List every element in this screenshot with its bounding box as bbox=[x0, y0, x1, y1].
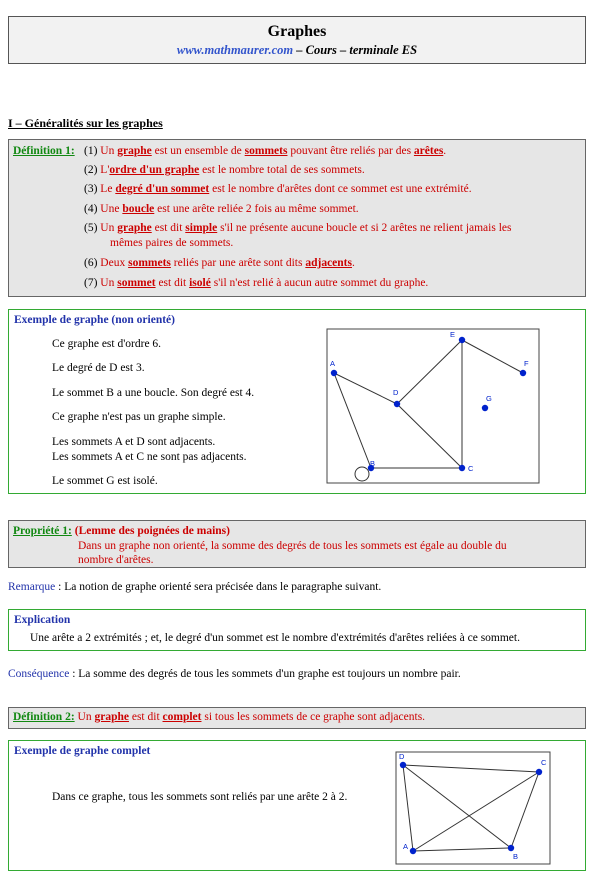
definition-2-text bbox=[13, 711, 425, 723]
definition-1-item-cont: mêmes paires de sommets. bbox=[110, 237, 234, 249]
item-text: Un bbox=[100, 277, 118, 289]
vertex-F bbox=[520, 370, 526, 376]
vertex-D bbox=[394, 401, 400, 407]
vertex-C bbox=[459, 465, 465, 471]
term: degré d'un sommet bbox=[115, 183, 210, 195]
vertex-label: D bbox=[399, 752, 405, 761]
definition-1-item bbox=[84, 183, 472, 195]
graph-2-diagram bbox=[395, 751, 553, 867]
item-number: (2) bbox=[84, 164, 101, 176]
definition-1-item bbox=[84, 277, 428, 289]
item-text: est le nombre total de ses sommets. bbox=[199, 164, 365, 176]
term: simple bbox=[185, 222, 218, 234]
item-text: est une arête reliée 2 fois au même sommet. bbox=[154, 203, 359, 215]
vertex-G bbox=[482, 405, 488, 411]
property-1-header bbox=[13, 525, 230, 537]
remark bbox=[8, 581, 381, 593]
definition-1-item bbox=[84, 257, 355, 269]
vertex-D bbox=[400, 762, 406, 768]
vertex-label: F bbox=[524, 359, 529, 368]
property-1-label: Propriété 1: bbox=[13, 525, 72, 537]
vertex-label: C bbox=[468, 464, 474, 473]
item-text: est dit bbox=[155, 277, 190, 289]
example-1-title: Exemple de graphe (non orienté) bbox=[14, 314, 175, 326]
property-1-box bbox=[8, 520, 586, 568]
page-subtitle bbox=[9, 43, 585, 58]
property-1-text: Dans un graphe non orienté, la somme des degrés de tous les sommets est égale au double du bbox=[78, 540, 507, 552]
subtitle-text: – Cours – terminale ES bbox=[293, 43, 418, 57]
vertex-A bbox=[331, 370, 337, 376]
term: boucle bbox=[122, 203, 155, 215]
term: sommets bbox=[244, 145, 288, 157]
explication-box bbox=[8, 609, 586, 651]
example-1-line: Le sommet B a une boucle. Son degré est 4. bbox=[52, 387, 255, 399]
vertex-label: C bbox=[541, 758, 547, 767]
term: graphe bbox=[117, 145, 152, 157]
definition-1-item bbox=[84, 145, 446, 157]
consequence bbox=[8, 668, 461, 680]
page-title: Graphes bbox=[267, 23, 327, 40]
definition-text: est dit bbox=[128, 711, 163, 723]
consequence-text: : La somme des degrés de tous les sommets d'un graphe est toujours un nombre pair. bbox=[69, 668, 461, 680]
term: sommets bbox=[128, 257, 171, 269]
item-number: (4) bbox=[84, 203, 101, 215]
graph-1-diagram bbox=[326, 328, 550, 484]
definition-1-label: Définition 1: bbox=[13, 145, 75, 157]
definition-1-item bbox=[84, 203, 359, 215]
example-1-box bbox=[8, 309, 586, 494]
term: graphe bbox=[117, 222, 152, 234]
item-text: est un ensemble de bbox=[151, 145, 245, 157]
item-number: (7) bbox=[84, 277, 101, 289]
vertex-B bbox=[508, 845, 514, 851]
item-text: Un bbox=[100, 222, 118, 234]
graph-1-frame bbox=[327, 329, 539, 483]
item-text: est dit bbox=[151, 222, 186, 234]
item-number: (5) bbox=[84, 222, 101, 234]
vertex-label: B bbox=[513, 852, 519, 861]
vertex-label: A bbox=[403, 842, 409, 851]
vertex-label: B bbox=[370, 459, 376, 468]
consequence-label: Conséquence bbox=[8, 668, 70, 680]
term: graphe bbox=[94, 711, 129, 723]
item-text: Un bbox=[100, 145, 118, 157]
definition-1-box bbox=[8, 139, 586, 297]
example-1-line: Le degré de D est 3. bbox=[52, 362, 145, 374]
vertex-E bbox=[459, 337, 465, 343]
term: complet bbox=[162, 711, 202, 723]
explication-text: Une arête a 2 extrémités ; et, le degré d'un sommet est le nombre d'extrémités d'arêtes reliées à ce sommet. bbox=[30, 632, 520, 644]
definition-1-item bbox=[84, 222, 511, 234]
item-text: L' bbox=[100, 164, 110, 176]
term: sommet bbox=[117, 277, 156, 289]
item-text: s'il n'est relié à aucun autre sommet du graphe. bbox=[210, 277, 429, 289]
term: isolé bbox=[189, 277, 211, 289]
item-text: . bbox=[351, 257, 355, 269]
example-1-line: Les sommets A et D sont adjacents. bbox=[52, 436, 216, 448]
item-text: . bbox=[443, 145, 447, 157]
item-text: reliés par une arête sont dits bbox=[170, 257, 306, 269]
definition-2-box bbox=[8, 707, 586, 729]
item-number: (1) bbox=[84, 145, 101, 157]
item-number: (6) bbox=[84, 257, 101, 269]
term: adjacents bbox=[305, 257, 352, 269]
item-text: s'il ne présente aucune boucle et si 2 arêtes ne relient jamais les bbox=[217, 222, 512, 234]
vertex-A bbox=[410, 848, 416, 854]
vertex-label: G bbox=[486, 394, 492, 403]
property-1-text-cont: nombre d'arêtes. bbox=[78, 554, 154, 566]
example-2-text: Dans ce graphe, tous les sommets sont reliés par une arête 2 à 2. bbox=[52, 791, 348, 803]
section-heading: I – Généralités sur les graphes bbox=[8, 116, 163, 130]
term: ordre d'un graphe bbox=[109, 164, 200, 176]
item-text: Une bbox=[100, 203, 123, 215]
item-text: est le nombre d'arêtes dont ce sommet est une extrémité. bbox=[209, 183, 472, 195]
example-1-line: Les sommets A et C ne sont pas adjacents. bbox=[52, 451, 247, 463]
definition-text: Un bbox=[77, 711, 95, 723]
example-2-box bbox=[8, 740, 586, 871]
vertex-label: D bbox=[393, 388, 399, 397]
item-number: (3) bbox=[84, 183, 101, 195]
item-text: pouvant être reliés par des bbox=[287, 145, 414, 157]
definition-1-item bbox=[84, 164, 365, 176]
item-text: Le bbox=[100, 183, 116, 195]
remark-text: : La notion de graphe orienté sera précisée dans le paragraphe suivant. bbox=[55, 581, 382, 593]
vertex-label: E bbox=[450, 330, 456, 339]
vertex-C bbox=[536, 769, 542, 775]
property-1-name: (Lemme des poignées de mains) bbox=[74, 525, 230, 537]
example-1-line: Le sommet G est isolé. bbox=[52, 475, 158, 487]
explication-title: Explication bbox=[14, 614, 71, 626]
item-text: Deux bbox=[100, 257, 129, 269]
term: arêtes bbox=[413, 145, 444, 157]
example-2-title: Exemple de graphe complet bbox=[14, 745, 151, 757]
example-1-line: Ce graphe est d'ordre 6. bbox=[52, 338, 162, 350]
site-link[interactable]: www.mathmaurer.com bbox=[176, 43, 294, 57]
title-box bbox=[8, 16, 586, 64]
definition-text: si tous les sommets de ce graphe sont adjacents. bbox=[201, 711, 426, 723]
definition-2-label: Définition 2: bbox=[13, 711, 75, 723]
remark-label: Remarque bbox=[8, 581, 56, 593]
example-1-line: Ce graphe n'est pas un graphe simple. bbox=[52, 411, 226, 423]
vertex-label: A bbox=[330, 359, 336, 368]
